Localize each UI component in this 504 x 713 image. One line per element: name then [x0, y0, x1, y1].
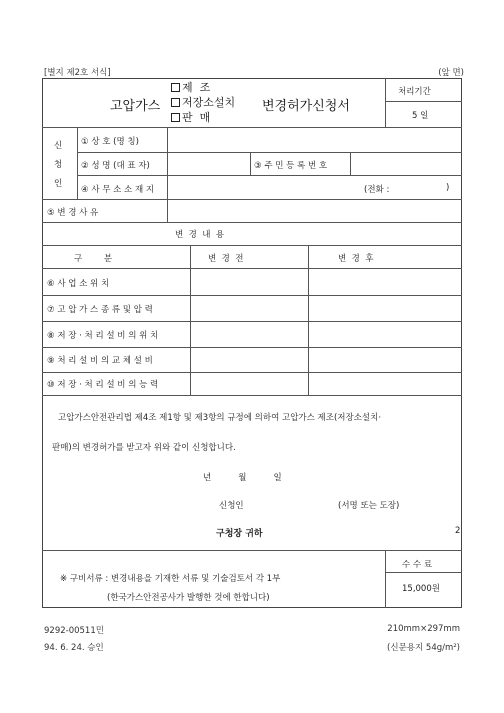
checkbox-icon — [171, 83, 180, 92]
processing-label: 처리기간 — [398, 87, 431, 97]
divider — [42, 347, 462, 348]
divider — [42, 295, 462, 296]
divider — [308, 245, 309, 395]
divider — [42, 321, 462, 322]
change-row-2: ⑦ 고 압 가 스 종 류 및 압 력 — [47, 305, 153, 315]
resident-number-label: ③ 주 민 등 록 번 호 — [254, 161, 328, 171]
option-storage: 저장소설치 — [182, 96, 236, 109]
approval-date: 94. 6. 24. 승인 — [44, 643, 104, 653]
changes-title: 변 경 내 용 — [175, 230, 225, 240]
col-item: 구 분 — [74, 254, 113, 264]
checkbox-icon — [171, 98, 180, 107]
divider — [42, 395, 462, 396]
divider — [385, 572, 462, 573]
divider — [42, 127, 462, 128]
name-label: ① 상 호 (명 칭) — [81, 137, 139, 147]
title-suffix: 변경허가신청서 — [262, 99, 350, 114]
option-sales: 판 매 — [182, 111, 211, 124]
paper-type: (신문용지 54g/m²) — [387, 643, 460, 653]
fee-value: 15,000원 — [402, 584, 440, 594]
declaration-line-1: 고압가스안전관리법 제4조 제1항 및 제3항의 규정에 의하여 고압가스 제조(저장소설치· — [58, 413, 382, 423]
divider — [190, 245, 191, 395]
title-prefix: 고압가스 — [110, 99, 161, 114]
form-number: [별지 제2호 서식] — [44, 68, 111, 78]
change-row-5: ⑩ 저 장 · 처 리 설 비 의 능 력 — [47, 380, 159, 390]
form-code: 9292-00511민 — [44, 626, 104, 636]
divider — [42, 268, 462, 269]
option-manufacture: 제 조 — [182, 81, 211, 94]
declaration-line-2: 판매)의 변경허가를 받고자 위와 같이 신청합니다. — [52, 443, 236, 453]
divider — [167, 127, 168, 222]
divider — [77, 152, 462, 153]
page-side: (앞 면) — [438, 68, 464, 78]
change-row-1: ⑥ 사 업 소 위 치 — [47, 279, 110, 289]
divider — [42, 222, 462, 223]
declaration-date: 년 월 일 — [203, 473, 282, 483]
applicant-char-3: 인 — [54, 179, 63, 189]
divider — [77, 127, 78, 199]
divider — [250, 152, 251, 175]
applicant-sign-label: 신청인 — [219, 501, 244, 511]
divider — [42, 372, 462, 373]
divider — [42, 550, 462, 551]
divider — [42, 199, 462, 200]
checkbox-icon — [171, 113, 180, 122]
col-before: 변 경 전 — [208, 254, 244, 264]
change-row-4: ⑨ 처 리 설 비 의 교 체 설 비 — [47, 356, 153, 366]
col-after: 변 경 후 — [338, 254, 374, 264]
reason-label: ⑤ 변 경 사 유 — [47, 208, 99, 218]
representative-label: ② 성 명 (대 표 자) — [81, 161, 150, 171]
phone-close: ) — [446, 183, 450, 193]
applicant-char-2: 청 — [54, 160, 63, 170]
signature-note: (서명 또는 도장) — [338, 501, 400, 511]
divider — [350, 152, 351, 175]
divider — [77, 175, 462, 176]
applicant-char-1: 신 — [54, 141, 63, 151]
divider — [385, 78, 386, 127]
margin-mark: 2 — [455, 526, 461, 536]
paper-size: 210mm×297mm — [387, 624, 460, 634]
divider — [385, 550, 386, 608]
attachments-text: ※ 구비서류 : 변경내용을 기재한 서류 및 기술검토서 각 1부 — [60, 574, 281, 584]
processing-value: 5 일 — [412, 111, 429, 121]
attachments-note: (한국가스안전공사가 발행한 것에 한합니다) — [107, 593, 270, 603]
fee-label: 수 수 료 — [402, 560, 433, 570]
title-options — [171, 80, 235, 125]
addressee: 구청장 귀하 — [216, 529, 263, 539]
phone-label: (전화 : — [364, 185, 390, 195]
change-row-3: ⑧ 저 장 · 처 리 설 비 의 위 치 — [47, 331, 159, 341]
address-label: ④ 사 무 소 소 재 지 — [81, 185, 155, 195]
divider — [385, 101, 462, 102]
divider — [42, 245, 462, 246]
